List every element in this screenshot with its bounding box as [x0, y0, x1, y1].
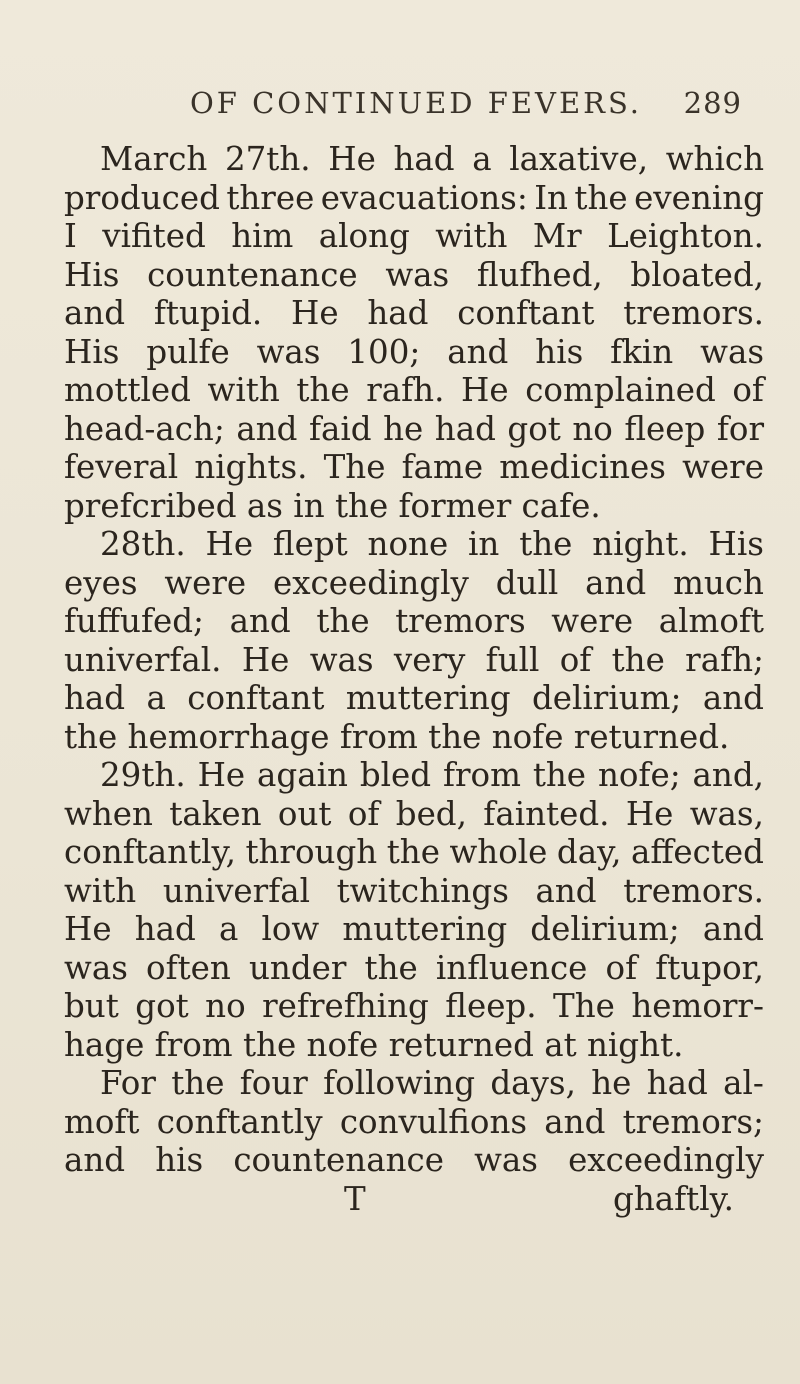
catchword: ghaftly.	[613, 1179, 734, 1218]
word: got	[507, 409, 561, 448]
word: faid	[308, 409, 372, 448]
page-number: 289	[683, 86, 742, 120]
word: a	[218, 910, 239, 948]
word: twitchings	[336, 871, 509, 910]
word: convulfions	[339, 1102, 528, 1141]
word: no	[205, 987, 246, 1025]
text-line	[64, 602, 764, 641]
word: his	[535, 332, 584, 371]
page-footer	[64, 1180, 764, 1219]
text-line	[64, 1064, 764, 1103]
word: was	[700, 332, 764, 371]
word: refrefhing	[262, 987, 429, 1025]
word: His	[64, 255, 120, 294]
running-title: OF CONTINUED FEVERS.	[190, 86, 642, 120]
signature-mark: T	[344, 1179, 366, 1218]
word: conftantly	[156, 1102, 323, 1141]
word: exceedingly	[273, 563, 469, 602]
word: fame	[401, 448, 484, 486]
word: and	[702, 910, 764, 948]
word: had	[393, 140, 455, 178]
word: and	[236, 409, 298, 448]
text-body	[64, 140, 764, 1218]
word: was,	[689, 794, 764, 833]
word: flufhed,	[476, 255, 603, 294]
line-text: hage from the nofe returned at night.	[64, 1025, 684, 1064]
word: again	[257, 756, 348, 794]
word: muttering	[342, 910, 508, 948]
word: 28th.	[100, 525, 186, 563]
word: evacuations:	[320, 178, 528, 217]
word: the	[532, 756, 587, 794]
word: 27th.	[224, 140, 311, 178]
word: dull	[495, 563, 559, 602]
word: was	[64, 948, 128, 987]
word: often	[146, 948, 231, 987]
text-line	[64, 987, 764, 1026]
word: tremors.	[623, 294, 764, 332]
word: was	[474, 1141, 538, 1179]
word: he	[591, 1064, 632, 1102]
word: al-	[723, 1064, 764, 1102]
text-line	[64, 256, 764, 295]
word: 100;	[347, 332, 421, 371]
word: was	[385, 255, 450, 294]
word: I	[64, 217, 77, 255]
word: none	[367, 525, 449, 563]
word: of	[559, 640, 592, 679]
word: ftupid.	[153, 294, 263, 332]
word: countenance	[147, 255, 358, 294]
word: the	[519, 525, 573, 563]
word: evening	[634, 178, 764, 217]
text-line	[64, 718, 764, 757]
word: fuffufed;	[64, 602, 204, 640]
text-line	[64, 910, 764, 949]
text-line	[64, 448, 764, 487]
word: eyes	[64, 563, 138, 602]
word: the	[574, 178, 628, 217]
word: his	[155, 1141, 204, 1179]
word: the	[386, 833, 440, 871]
word: delirium;	[531, 679, 682, 717]
word: with	[435, 217, 508, 255]
word: He	[291, 294, 339, 332]
word: feveral	[64, 448, 179, 486]
word: the	[364, 948, 418, 987]
word: the	[171, 1064, 225, 1102]
word: muttering	[345, 679, 511, 717]
word: was	[309, 640, 374, 679]
text-line	[64, 371, 764, 410]
word: nofe;	[597, 756, 681, 794]
word: but	[64, 987, 119, 1025]
word: medicines	[499, 448, 666, 486]
text-line	[64, 1026, 764, 1065]
text-line	[64, 872, 764, 911]
word: bled	[359, 756, 432, 794]
word: whole	[449, 833, 548, 871]
word: taken	[169, 794, 262, 833]
word: and	[64, 1141, 126, 1179]
word: For	[100, 1064, 156, 1102]
word: 29th.	[100, 756, 186, 794]
word: with	[207, 371, 280, 409]
word: fleep	[624, 409, 706, 448]
word: a	[146, 679, 166, 717]
word: The	[553, 987, 615, 1025]
word: the	[296, 371, 350, 409]
word: for	[716, 409, 764, 448]
word: affected	[630, 833, 764, 871]
word: bloated,	[630, 255, 764, 294]
word: when	[64, 794, 153, 833]
word: influence	[435, 948, 588, 987]
word: conftant	[187, 679, 325, 717]
word: were	[164, 563, 247, 602]
word: complained	[525, 371, 716, 409]
word: and	[585, 563, 647, 602]
word: tremors	[395, 602, 526, 640]
word: nights.	[194, 448, 308, 486]
word: univerfal	[162, 871, 310, 910]
word: had	[64, 679, 126, 717]
text-line	[64, 333, 764, 372]
word: night.	[592, 525, 689, 563]
word: produced	[64, 178, 220, 217]
word: In	[534, 178, 568, 217]
text-line	[64, 795, 764, 834]
word: got	[135, 987, 189, 1025]
word: He	[197, 756, 246, 794]
word: the	[611, 640, 665, 679]
word: flept	[272, 525, 348, 563]
word: with	[64, 871, 137, 910]
word: and	[64, 294, 126, 332]
word: had	[434, 409, 496, 448]
word: head-ach;	[64, 409, 225, 448]
word: was	[256, 332, 321, 371]
word: fkin	[610, 332, 674, 371]
word: He	[461, 371, 509, 409]
word: of	[347, 794, 380, 833]
word: univerfal.	[64, 640, 222, 679]
text-line	[64, 1141, 764, 1180]
word: along	[318, 217, 410, 255]
word: The	[323, 448, 386, 486]
text-line	[64, 525, 764, 564]
word: He	[241, 640, 290, 679]
word: were	[551, 602, 634, 640]
text-line	[64, 756, 764, 795]
text-line	[64, 487, 764, 526]
word: Mr	[532, 217, 582, 255]
word: he	[383, 409, 424, 448]
word: which	[665, 140, 764, 178]
word: and	[535, 871, 597, 910]
word: moft	[64, 1102, 140, 1141]
text-line	[64, 179, 764, 218]
word: fainted.	[483, 794, 610, 833]
word: him	[231, 217, 294, 255]
word: He	[205, 525, 254, 563]
word: had	[367, 294, 429, 332]
word: full	[485, 640, 540, 679]
word: March	[100, 140, 208, 178]
text-line	[64, 294, 764, 333]
word: and	[447, 332, 509, 371]
word: three	[226, 178, 315, 217]
word: vifited	[102, 217, 206, 255]
word: hemorr-	[631, 987, 764, 1025]
text-line	[64, 410, 764, 449]
word: had	[134, 910, 196, 948]
text-line	[64, 1103, 764, 1142]
word: out	[277, 794, 332, 833]
word: He	[64, 910, 112, 948]
text-line	[64, 949, 764, 988]
word: low	[261, 910, 320, 948]
word: mottled	[64, 371, 191, 409]
word: laxative,	[509, 140, 649, 178]
word: from	[442, 756, 521, 794]
word: exceedingly	[568, 1141, 764, 1179]
word: countenance	[233, 1141, 444, 1179]
text-line	[64, 564, 764, 603]
word: in	[468, 525, 500, 563]
word: tremors.	[623, 871, 764, 910]
word: rafh;	[685, 640, 764, 679]
word: pulfe	[146, 332, 230, 371]
word: His	[64, 332, 120, 371]
word: had	[646, 1064, 708, 1102]
word: days,	[490, 1064, 576, 1102]
text-line	[64, 140, 764, 179]
word: conftantly,	[64, 833, 236, 871]
word: no	[572, 409, 613, 448]
text-line	[64, 679, 764, 718]
text-line	[64, 833, 764, 872]
word: very	[393, 640, 466, 679]
word: of	[605, 948, 638, 987]
word: a	[472, 140, 492, 178]
word: day,	[556, 833, 622, 871]
word: much	[673, 563, 764, 602]
line-text: the hemorrhage from the nofe returned.	[64, 717, 730, 756]
word: Leighton.	[607, 217, 764, 255]
word: His	[708, 525, 764, 563]
line-text: prefcribed as in the former cafe.	[64, 486, 601, 525]
word: tremors;	[622, 1102, 764, 1141]
word: the	[316, 602, 370, 640]
word: conftant	[457, 294, 595, 332]
running-header	[190, 86, 750, 120]
word: following	[323, 1064, 476, 1102]
word: delirium;	[530, 910, 680, 948]
word: through	[245, 833, 378, 871]
text-line	[64, 217, 764, 256]
text-line	[64, 641, 764, 680]
word: four	[239, 1064, 308, 1102]
word: bed,	[395, 794, 467, 833]
word: of	[732, 371, 764, 409]
word: fleep.	[445, 987, 537, 1025]
word: and	[702, 679, 764, 717]
word: were	[682, 448, 764, 486]
word: under	[248, 948, 347, 987]
word: ftupor,	[655, 948, 764, 987]
word: and	[544, 1102, 606, 1141]
word: almoft	[658, 602, 764, 640]
word: He	[625, 794, 674, 833]
word: He	[328, 140, 376, 178]
word: and	[229, 602, 291, 640]
word: rafh.	[366, 371, 445, 409]
word: and,	[692, 756, 764, 794]
